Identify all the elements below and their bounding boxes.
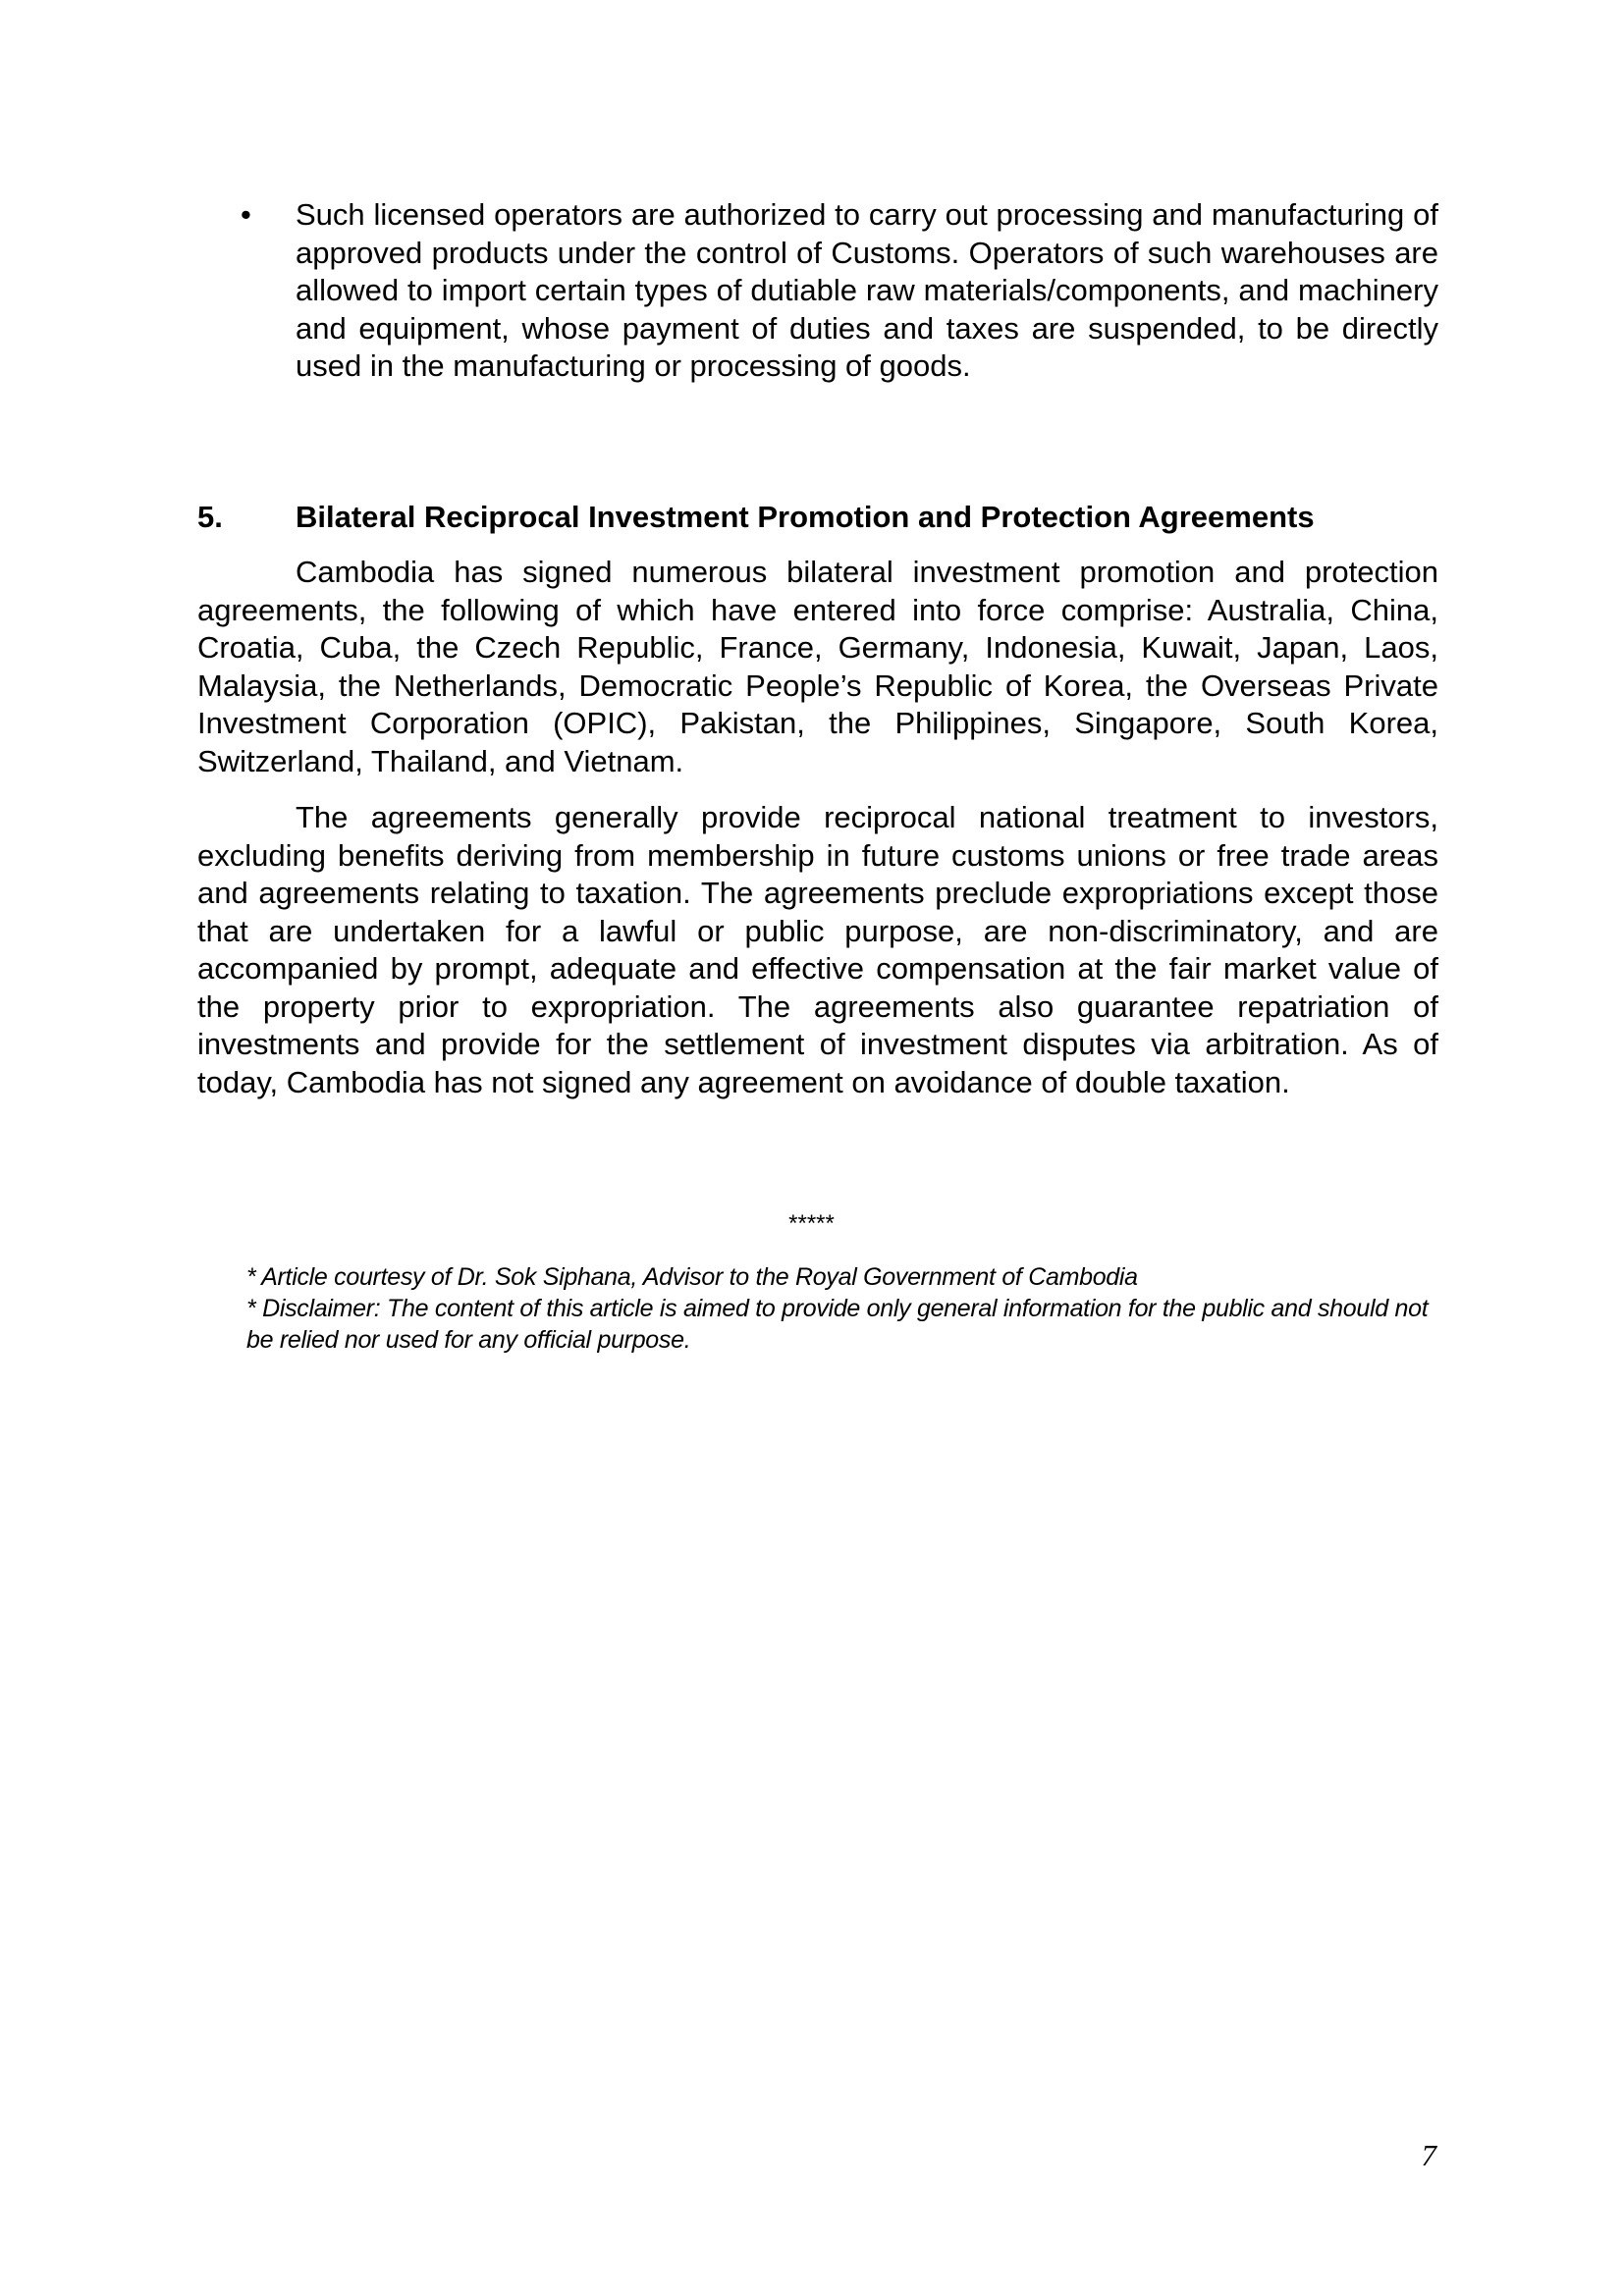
section-paragraph: The agreements generally provide reciprocal national treatment to investors, excluding benefits deriving from membership in future customs unions or free trade areas and agreements relating to taxation. The agreements preclude expropriations except those that are undertaken for a lawful or public purpose, are non-discriminatory, and are accompanied by prompt, adequate and effective compensation at the fair market value of the property prior to expropriation. The agreements also guarantee repatriation of investments and provide for the settlement of investment disputes via arbitration. As of today, Cambodia has not signed any agreement on avoidance of double taxation.: [197, 800, 1438, 1099]
bullet-icon: •: [241, 197, 251, 232]
section-separator: *****: [788, 1210, 835, 1237]
footnotes: [246, 1261, 1438, 1356]
page-number: 7: [1421, 2138, 1436, 2172]
section-paragraph: Cambodia has signed numerous bilateral investment promotion and protection agreements, the following of which have entered into force comprise: Australia, China, Croatia, Cuba, the Czech Republic, France, Germany, Indonesia, Kuwait, Japan, Laos, Malaysia, the Netherlands, Democratic People’s Republic of Korea, the Overseas Private Investment Corporation (OPIC), Pakistan, the Philippines, Singapore, South Korea, Switzerland, Thailand, and Vietnam.: [197, 555, 1438, 778]
section-heading: [197, 499, 1438, 536]
footnote-disclaimer: * Disclaimer: The content of this article is aimed to provide only general information for the public and should not be relied nor used for any official purpose.: [246, 1295, 1429, 1354]
bullet-item: [241, 196, 1438, 386]
section-number: 5.: [197, 500, 223, 534]
bullet-text: Such licensed operators are authorized to carry out processing and manufacturing of approved products under the control of Customs. Operators of such warehouses are allowed to import certain types of dutiable raw materials/components, and machinery and equipment, whose payment of duties and taxes are suspended, to be directly used in the manufacturing or processing of goods.: [296, 197, 1438, 383]
footnote-courtesy: * Article courtesy of Dr. Sok Siphana, Advisor to the Royal Government of Cambodia: [246, 1263, 1138, 1291]
section-title: Bilateral Reciprocal Investment Promotion and Protection Agreements: [296, 500, 1315, 534]
